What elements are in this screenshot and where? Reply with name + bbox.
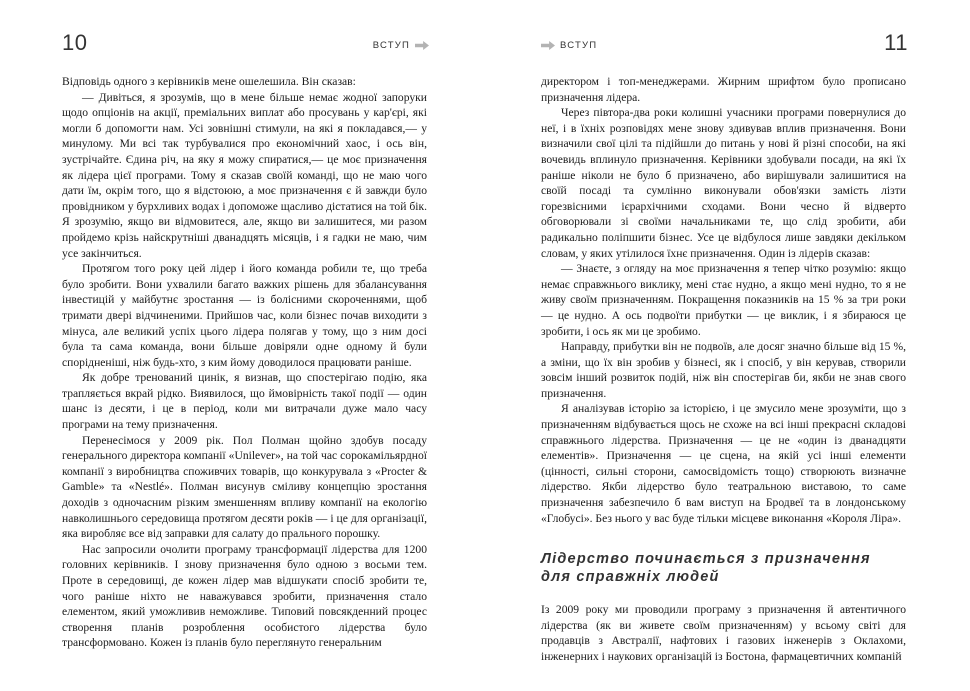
paragraph: Я аналізував історію за історією, і це змусило мене зрозуміти, що з призначенням відбувається щось не схоже на всі інші прекрасні складові справжнього лідерства. Призначення — це не «один із дванадцяти елементів». Призначення — це сцена, на якій усі інші елементи (цінності, сильні сторони, самосвідомість тощо) створюють визначне лідерство. Якби лідерство було театральною виставою, то саме призначення забезпечило б вам виступ на Бродвеї та в лондонському «Глобусі». Без нього у вас буде тільки місцеве виконання «Короля Ліра». bbox=[541, 402, 906, 525]
paragraph: Перенесімося у 2009 рік. Пол Полман щойно здобув посаду генерального директора компанії «Unilever», на той час сорокамільярдної компанії з виробництва споживчих товарів, що конкурувала з «Procter & Gamble» та «Nestlé». Полман висунув сміливу концепцію зростання доходів з одночасним різким зменшенням впливу компанії на екологію навколишнього середовища протягом десяти років — і це для організації, яка виробляє все від заправки для салату до прального порошку. bbox=[62, 433, 427, 541]
section-heading-line: для справжніх людей bbox=[541, 569, 720, 586]
paragraph: Протягом того року цей лідер і його команда робили те, що треба було зробити. Вони ухвалили багато важких рішень для збалансування інвестицій у майбутнє зростання — із болісними скороченнями, щоб тримати двері відчиненими. Прийшов час, коли бізнес почав виходити з мінуса, але великий успіх цього лідера полягав у тому, що з ним досі була та сама команда, вони більше довіряли одне одному й були спорідненіші, ніж будь-хто, з ким йому доводилося працювати раніше. bbox=[62, 262, 427, 369]
running-head bbox=[373, 40, 429, 51]
paragraph: Із 2009 року ми проводили програму з призначення й автентичного лідерства (як ви живете своїм призначенням) у всьому світі для продавців з Австралії, нафтових і газових інженерів з Оклахоми, інженерних і наукових організацій із Бостона, фармацевтичних компаній bbox=[541, 603, 906, 663]
paragraph: директором і топ-менеджерами. Жирним шрифтом було прописано призначення лідера. bbox=[541, 75, 906, 104]
paragraph: Як добре тренований цинік, я визнав, що спостерігаю подію, яка трапляється вкрай рідко. Виявилося, що ймовірність такої події — один шанс із десяти, і це в період, коли ми витрачали дуже мало часу програми на тему призначення. bbox=[62, 371, 427, 432]
arrow-right-icon bbox=[415, 41, 429, 50]
page-number: 11 bbox=[884, 30, 908, 55]
body-text bbox=[541, 74, 906, 665]
body-text bbox=[62, 74, 427, 651]
paragraph: — Дивіться, я зрозумів, що в мене більше немає жодної запоруки щодо опціонів на акції, преміальних виплат або просувань у кар'єрі, які могли б допомогти нам. Усі зовнішні стимули, на які я покладався,— у минулому. Ми всі так турбувалися про економічний хаос, і ось він, зустрічайте. Єдина річ, на яку я можу спиратися,— це моє призначення як лідера цієї програми. Тому я сказав своїй команді, що не маю чого дати їм, окрім того, що я відстоюю, а моє призначення є й завжди було провідником у бурхливих водах і допоможе щасливо дістатися на той бік. Я зрозумію, якщо ви відмовитеся, але, якщо ви залишитеся, ми разом пройдемо крізь найскрутніші дванадцять місяців, і я гадки не маю, чим усе закінчиться. bbox=[62, 90, 427, 260]
page-number: 10 bbox=[62, 30, 88, 55]
paragraph: Нас запросили очолити програму трансформації лідерства для 1200 головних керівників. І знову призначення було одною з восьми тем. Проте в середовищі, де кожен лідер мав відшукати спосіб зробити те, чого раніше ніхто не наважувався зробити, призначення стало елементом, який уможливив неможливе. Типовий повсякденний процес створення планів розроблення особистого лідерства було трансформовано. Кожен із планів було переглянуто генеральним bbox=[62, 542, 427, 650]
running-head bbox=[541, 40, 597, 51]
arrow-right-icon bbox=[541, 41, 555, 50]
running-head-label: ВСТУП bbox=[372, 40, 410, 51]
section-heading-line: Лідерство починається з призначення bbox=[541, 551, 871, 568]
paragraph: Через півтора-два роки колишні учасники програми повернулися до неї, і в їхніх розповідях мене знову здивував вплив призначення. Вони визначили свої цілі та підійшли до питань у нові й різні способи, на які вочевидь вплинуло призначення. Керівники здобували посади, на які їх раніше ніколи не було б призначено, або вирішували залишитися на своїй посаді та сумлінно виконували обов'язки замість лізти горезвісними ієрархічними сходами. Вони чесно й відверто обговорювали зі своїми начальниками те, що слід зробити, аби радикально поліпшити бізнес. Усе це відбулося лише завдяки декільком словам, у яких утілилося їхнє призначення. Один із лідерів сказав: bbox=[541, 106, 906, 260]
paragraph: — Знаєте, з огляду на моє призначення я тепер чітко розумію: якщо немає справжнього виклику, мені стає нудно, а якщо мені нудно, то я не живу своїм призначенням. Покращення показників на 15 % за три роки — це нудно. А ось подвоїти прибутки — це виклик, і я збираюся це зробити, і ось як ми це зробимо. bbox=[541, 262, 906, 338]
paragraph: Відповідь одного з керівників мене ошелешила. Він сказав: bbox=[62, 75, 356, 88]
right-page bbox=[485, 0, 970, 691]
running-head-label: ВСТУП bbox=[560, 40, 598, 51]
paragraph: Направду, прибутки він не подвоїв, але досяг значно більше від 15 %, а зміни, що їх він зробив у бізнесі, як і спосіб, у він керував, створили зовсім інший розвиток подій, ніж він спостерігав би, якби не знав свого призначення. bbox=[541, 340, 906, 400]
section-heading bbox=[541, 550, 906, 586]
